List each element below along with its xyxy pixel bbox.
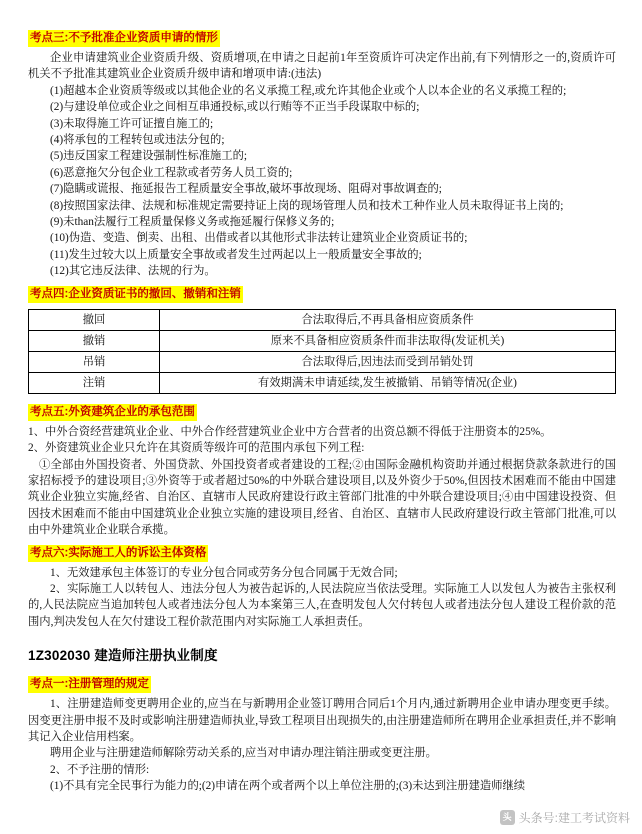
table-cell-name: 吊销: [29, 351, 160, 372]
heading-kaodian-one: 考点一:注册管理的规定: [28, 676, 151, 693]
table-row: [29, 330, 616, 351]
table-cell-name: 撤回: [29, 309, 160, 330]
heading-kaodian-four: 考点四:企业资质证书的撤回、撤销和注销: [28, 286, 243, 303]
paragraph-k5-2: 2、外资建筑业企业只允许在其资质等级许可的范围内承包下列工程:: [28, 442, 365, 455]
paragraph-k5-3: ①全部由外国投资者、外国贷款、外国投资者或者建设的工程;②由国际金融机构资助并通过根据贷款条款进行的国家招标授予的建设项目;③外资等于或者超过50%的中外联合建设项目,以及外资少于50%,但因技术困难而不能由中国建筑业企业独立实施,经省、自治区、直辖市人民政府建设行政主管部门批准的中外联合建设项目;④由中国建设投资、但因技术困难而不能由中国建筑业企业独立实施的建设项目,经省、自治区、直辖市人民政府建设行政主管部门批准,可以由中外建筑业企业联合承揽。: [28, 458, 616, 537]
heading-kaodian-six-wrap: [28, 539, 616, 565]
heading-kaodian-three: 考点三:不予批准企业资质申请的情形: [28, 30, 220, 47]
list-item-k3-1: (1)超越本企业资质等级或以其他企业的名义承揽工程,或允许其他企业或个人以本企业的名义承揽工程的;: [50, 84, 567, 97]
list-item-k3-7: (7)隐瞒或谎报、拖延报告工程质量安全事故,破坏事故现场、阻碍对事故调查的;: [50, 183, 442, 196]
heading-kaodian-one-wrap: [28, 670, 616, 696]
list-item-k3-12: (12)其它违反法律、法规的行为。: [50, 265, 216, 278]
heading-kaodian-five: 考点五:外资建筑企业的承包范围: [28, 404, 197, 421]
paragraph-k5-1: 1、中外合资经营建筑业企业、中外合作经营建筑业企业中方合营者的出资总额不得低于注册资本的25%。: [28, 425, 552, 438]
heading-kaodian-five-wrap: [28, 398, 616, 424]
heading-kaodian-four-wrap: [28, 280, 616, 306]
table-cell-desc: 有效期满未申请延续,发生被撤销、吊销等情况(企业): [160, 372, 616, 393]
table-row: [29, 372, 616, 393]
table-row: [29, 309, 616, 330]
list-item-k3-2: (2)与建设单位或企业之间相互串通投标,或以行贿等不正当手段谋取中标的;: [50, 101, 420, 114]
list-item-k3-3: (3)未取得施工许可证擅自施工的;: [50, 117, 214, 130]
paragraph-k1-1: 1、注册建造师变更聘用企业的,应当在与新聘用企业签订聘用合同后1个月内,通过新聘用企业申请办理变更手续。因变更注册申报不及时或影响注册建造师执业,导致工程项目出现损失的,由注册建造师所在聘用企业承担责任,并不影响其记入企业信用档案。: [28, 698, 616, 743]
paragraph-k6-1: 1、无效建承包主体签订的专业分包合同或劳务分包合同属于无效合同;: [50, 566, 398, 579]
table-qualification-certificate: [28, 309, 616, 394]
section-title-1z302030: 1Z302030 建造师注册执业制度: [28, 648, 218, 664]
watermark: [500, 809, 630, 826]
list-item-k3-6: (6)恶意拖欠分包企业工程款或者劳务人员工资的;: [50, 166, 293, 179]
table-cell-desc: 合法取得后,因违法而受到吊销处罚: [160, 351, 616, 372]
paragraph-k1-4: (1)不具有完全民事行为能力的;(2)申请在两个或者两个以上单位注册的;(3)未达到注册建造师继续: [50, 780, 526, 793]
table-cell-desc: 原来不具备相应资质条件而非法取得(发证机关): [160, 330, 616, 351]
paragraph-k6-2: 2、实际施工人以转包人、违法分包人为被告起诉的,人民法院应当依法受理。实际施工人以发包人为被告主张权利的,人民法院应当追加转包人或者违法分包人为本案第三人,在查明发包人欠付转包人或者违法分包人建设工程价款的范围内,判决发包人在欠付建设工程价款范围内对实际施工人承担责任。: [28, 582, 616, 628]
watermark-text: 头条号:建工考试资料: [518, 811, 630, 825]
table-row: [29, 351, 616, 372]
table-cell-name: 注销: [29, 372, 160, 393]
list-item-k3-11: (11)发生过较大以上质量安全事故或者发生过两起以上一般质量安全事故的;: [50, 248, 422, 261]
list-item-k3-10: (10)伪造、变造、倒卖、出租、出借或者以其他形式非法转让建筑业企业资质证书的;: [50, 232, 468, 245]
list-item-k3-5: (5)违反国家工程建设强制性标准施工的;: [50, 150, 248, 163]
heading-kaodian-six: 考点六:实际施工人的诉讼主体资格: [28, 545, 208, 562]
list-item-k3-8: (8)按照国家法律、法规和标准规定需要持证上岗的现场管理人员和技术工种作业人员未取得证书上岗的;: [50, 199, 564, 212]
heading-kaodian-three-wrap: [28, 24, 616, 50]
document-content: [28, 24, 616, 795]
paragraph-k3-intro: 企业申请建筑业企业资质升级、资质增项,在申请之日起前1年至资质许可决定作出前,有下列情形之一的,资质许可机关不予批准其建筑业企业资质升级申请和增项申请:(违法): [28, 52, 616, 81]
watermark-logo-icon: 头: [500, 810, 515, 825]
list-item-k3-4: (4)将承包的工程转包或违法分包的;: [50, 134, 225, 147]
table-cell-name: 撤销: [29, 330, 160, 351]
paragraph-k1-3: 2、不予注册的情形:: [50, 763, 150, 776]
table-cell-desc: 合法取得后,不再具备相应资质条件: [160, 309, 616, 330]
paragraph-k1-2: 聘用企业与注册建造师解除劳动关系的,应当对申请办理注销注册或变更注册。: [50, 747, 437, 760]
list-item-k3-9: (9)未than法履行工程质量保修义务或拖延履行保修义务的;: [50, 216, 335, 229]
